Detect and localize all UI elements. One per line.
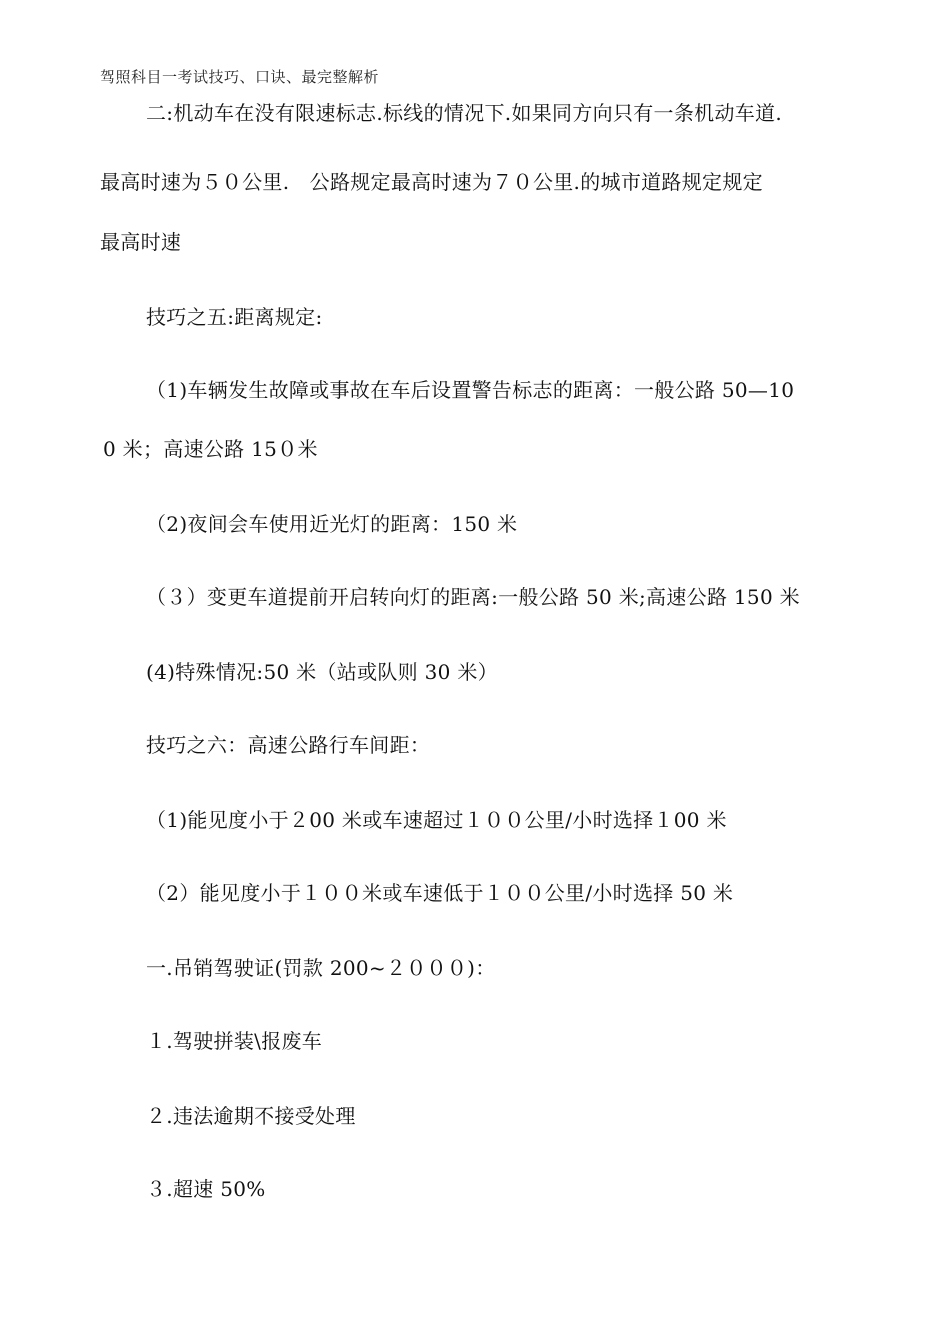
section-heading: 技巧之六：高速公路行车间距： <box>146 733 431 757</box>
list-item: （1)能见度小于２00 米或车速超过１００公里/小时选择１00 米 <box>146 808 727 832</box>
paragraph-line: 最高时速为５０公里. 公路规定最高时速为７０公里.的城市道路规定规定 <box>100 170 763 194</box>
paragraph-line: 最高时速 <box>100 230 182 254</box>
list-item: ２.违法逾期不接受处理 <box>146 1104 356 1128</box>
list-item: (4)特殊情况:50 米（站或队则 30 米） <box>146 660 498 684</box>
paragraph-line: 二:机动车在没有限速标志.标线的情况下.如果同方向只有一条机动车道. <box>146 101 783 125</box>
section-heading: 一.吊销驾驶证(罚款 200~２０００)： <box>146 956 496 980</box>
section-heading: 技巧之五:距离规定: <box>146 305 323 329</box>
list-item-continuation: 0 米；高速公路 15０米 <box>103 437 318 461</box>
list-item: （2)夜间会车使用近光灯的距离：150 米 <box>146 512 518 536</box>
page-header: 驾照科目一考试技巧、口诀、最完整解析 <box>100 68 380 86</box>
list-item: （３）变更车道提前开启转向灯的距离:一般公路 50 米;高速公路 150 米 <box>146 585 800 609</box>
list-item: （2）能见度小于１００米或车速低于１００公里/小时选择 50 米 <box>146 881 734 905</box>
list-item: ３.超速 50% <box>146 1177 266 1201</box>
list-item: （1)车辆发生故障或事故在车后设置警告标志的距离：一般公路 50—10 <box>146 378 795 402</box>
list-item: １.驾驶拼装\报废车 <box>146 1029 323 1053</box>
